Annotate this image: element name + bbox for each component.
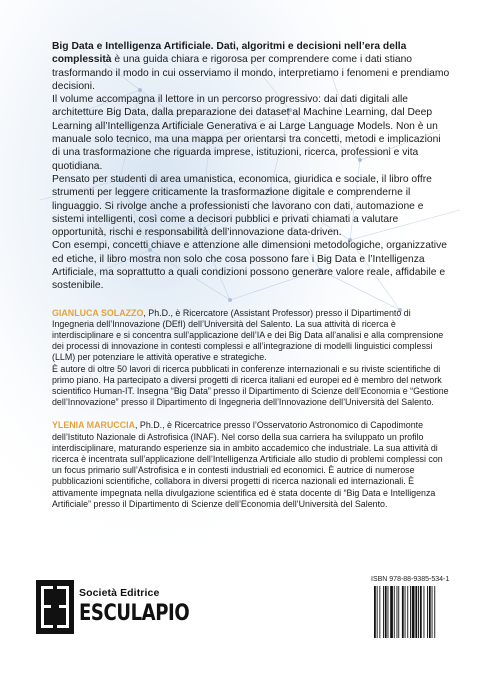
publisher-logo: [36, 580, 190, 634]
blurb-paragraph-4: Con esempi, concetti chiave e attenzione alle dimensioni metodologiche, organizzative ed etiche, il libro mostra non solo che cosa possono fare i Big Data e l’Intelligenza Artificiale, ma soprattutto a quali condizioni possono generare valore reale, affidabile e sostenibile.: [52, 240, 447, 292]
blurb-paragraph-2: Il volume accompagna il lettore in un percorso progressivo: dai dati digitali alle architetture Big Data, dalla preparazione dei dataset al Machine Learning, dal Deep Learning all’Intelligenza Artificiale Generativa e ai Large Language Models. Non è un manuale solo tecnico, ma una mappa per orientarsi tra concetti, metodi e implicazioni di una trasformazione che riguarda imprese, istituzioni, ricerca, professioni e vita quotidiana.: [52, 94, 441, 172]
isbn-barcode: [371, 584, 459, 644]
author-name: YLENIA MARUCCIA: [52, 420, 135, 431]
back-cover-text: [52, 40, 450, 510]
publisher-name-line1: Società Editrice: [79, 587, 160, 599]
book-blurb: [52, 40, 450, 293]
author-bio-paragraph: [52, 420, 450, 510]
author-name: GIANLUCA SOLAZZO: [52, 307, 144, 318]
author-bio-text: , Ph.D., è Ricercatrice presso l’Osservatorio Astronomico di Capodimonte dell’Istituto Nazionale di Astrofisica (INAF). Nel corso della sua carriera ha sviluppato un profilo interdisciplinare, maturando esperienze sia in ambito accademico che industriale. La sua attività di ricerca è incentrata sull’applicazione dell’Intelligenza Artificiale allo studio di problemi complessi con un focus primario sull’Astrofisica e in contesti industriali ed economici. È autrice di numerose pubblicazioni scientifiche, collabora in diversi progetti di ricerca nazionali ed internazionali. È attivamente impegnata nella divulgazione scientifica ed è stata docente di “Big Data e Intelligenza Artificiale” presso il Dipartimento di Scienze dell’Economia dell’Università del Salento.: [52, 420, 443, 509]
isbn-label: ISBN 978-88-9385-534-1: [371, 576, 450, 583]
publisher-name-line2: ESCULAPIO: [79, 601, 190, 626]
book-title-bold: Big Data e Intelligenza Artificiale. Dati, algoritmi e decisioni nell’era della complessità: [52, 41, 407, 66]
blurb-paragraph-1: [52, 40, 450, 93]
blurb-paragraph-3: Pensato per studenti di area umanistica, economica, giuridica e sociale, il libro offre strumenti per leggere criticamente la trasformazione digitale e comprenderne il linguaggio. Si rivolge anche a professionisti che lavorano con dati, automazione e sistemi intelligenti, così come a decisori pubblici e privati chiamati a valutare opportunità, rischi e responsabilità dell’innovazione data-driven.: [52, 173, 432, 239]
publisher-emblem-icon: [36, 580, 74, 634]
author-bio-text: , Ph.D., è Ricercatore (Assistant Professor) presso il Dipartimento di Ingegneria dell’Innovazione (DEfI) dell’Università del Salento. La sua attività di ricerca è interdisciplinare e si concentra sull’applicazione dell’IA e dei Big Data all’analisi e alla comprensione dei processi di innovazione in contesti complessi e all’integrazione di modelli linguistici complessi (LLM) per potenziare le attività operative e strategiche.: [52, 307, 444, 363]
author-bio-paragraph: [52, 308, 450, 364]
author-bio-solazzo: [52, 308, 450, 409]
author-bio-maruccia: [52, 420, 450, 510]
blurb-intro-text: è una guida chiara e rigorosa per comprendere come i dati stiano trasformando il modo in cui osserviamo il mondo, interpretiamo i fenomeni e prendiamo decisioni.: [52, 54, 450, 92]
author-bio-paragraph-2: È autore di oltre 50 lavori di ricerca pubblicati in conferenze internazionali e su riviste scientifiche di primo piano. Ha partecipato a diversi progetti di ricerca italiani ed europei ed è membro del network scientifico Human-IT. Insegna “Big Data” presso il Dipartimento di Scienze dell’Economia e “Gestione dell’Innovazione” presso il Dipartimento di Ingegneria dell’Innovazione dell’Università del Salento.: [52, 363, 449, 408]
